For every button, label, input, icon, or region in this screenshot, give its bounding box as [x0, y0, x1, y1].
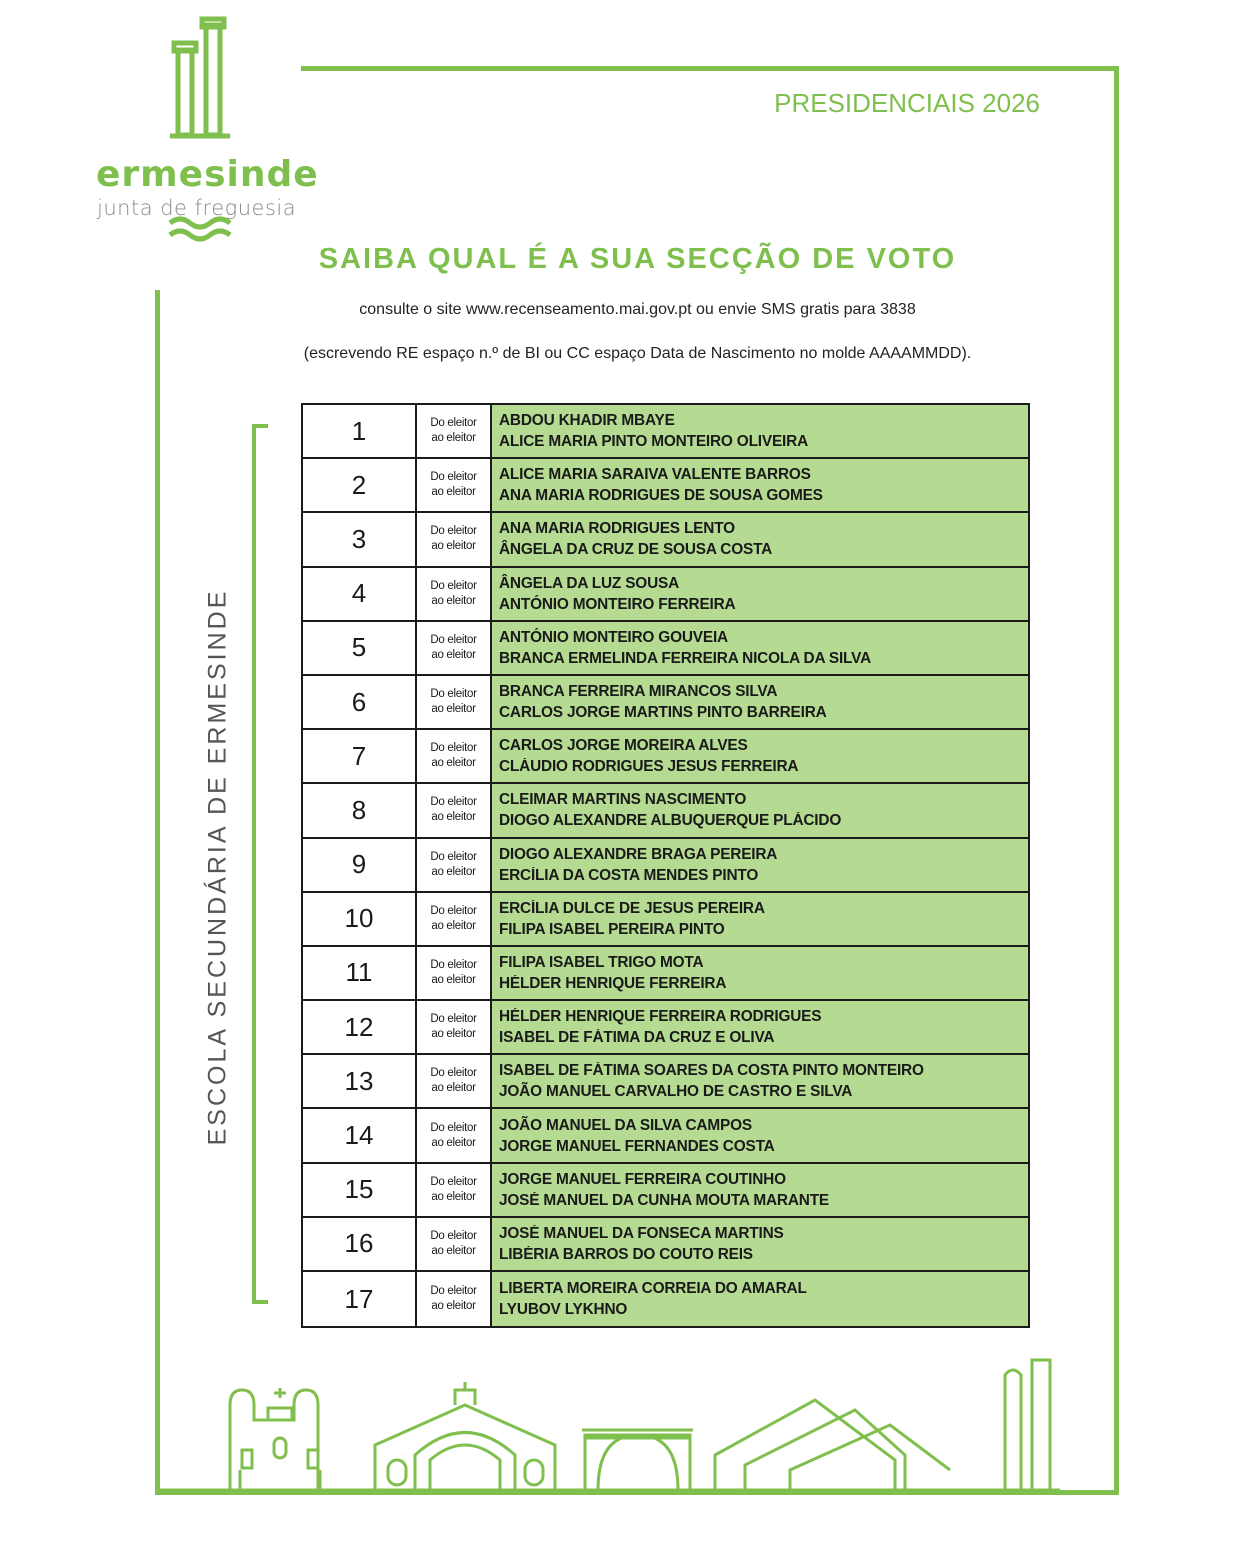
- section-number: 15: [303, 1164, 417, 1216]
- range-label-top: Do eleitor: [430, 1121, 477, 1134]
- range-label: [417, 676, 492, 728]
- range-label: [417, 893, 492, 945]
- range-label-top: Do eleitor: [430, 1229, 477, 1242]
- range-label-top: Do eleitor: [430, 579, 477, 592]
- sections-table: [301, 403, 1030, 1328]
- section-number: 4: [303, 568, 417, 620]
- range-label-top: Do eleitor: [430, 688, 477, 701]
- section-row: [303, 405, 1028, 459]
- name-range: [492, 459, 1028, 511]
- first-voter-name: CARLOS JORGE MOREIRA ALVES: [499, 737, 748, 755]
- section-number: 2: [303, 459, 417, 511]
- last-voter-name: LYUBOV LYKHNO: [499, 1301, 628, 1319]
- range-label-bottom: ao eleitor: [431, 594, 476, 607]
- range-label-top: Do eleitor: [430, 471, 477, 484]
- first-voter-name: JOSÉ MANUEL DA FONSECA MARTINS: [499, 1224, 784, 1242]
- range-label: [417, 1001, 492, 1053]
- last-voter-name: ISABEL DE FÁTIMA DA CRUZ E OLIVA: [499, 1029, 775, 1047]
- section-row: [303, 568, 1028, 622]
- range-label: [417, 405, 492, 457]
- logo: [90, 15, 320, 245]
- last-voter-name: BRANCA ERMELINDA FERREIRA NICOLA DA SILVA: [499, 649, 872, 667]
- name-range: [492, 1164, 1028, 1216]
- range-label-top: Do eleitor: [430, 1067, 477, 1080]
- range-label-bottom: ao eleitor: [431, 1190, 476, 1203]
- range-label-bottom: ao eleitor: [431, 1136, 476, 1149]
- section-number: 3: [303, 513, 417, 565]
- school-label: ESCOLA SECUNDÁRIA DE ERMESINDE: [203, 588, 232, 1146]
- range-label: [417, 1109, 492, 1161]
- section-number: 11: [303, 947, 417, 999]
- range-label: [417, 839, 492, 891]
- name-range: [492, 839, 1028, 891]
- first-voter-name: ANA MARIA RODRIGUES LENTO: [499, 520, 735, 538]
- section-row: [303, 1164, 1028, 1218]
- frame-right-border: [1114, 66, 1119, 1494]
- section-number: 7: [303, 730, 417, 782]
- range-label-top: Do eleitor: [430, 958, 477, 971]
- logo-name: ermesinde: [96, 154, 319, 195]
- range-label-bottom: ao eleitor: [431, 811, 476, 824]
- range-label-top: Do eleitor: [430, 1175, 477, 1188]
- section-row: [303, 947, 1028, 1001]
- range-label: [417, 622, 492, 674]
- name-range: [492, 405, 1028, 457]
- election-label: PRESIDENCIAIS 2026: [774, 88, 1040, 118]
- range-label: [417, 513, 492, 565]
- first-voter-name: HÉLDER HENRIQUE FERREIRA RODRIGUES: [499, 1008, 822, 1026]
- last-voter-name: LIBÉRIA BARROS DO COUTO REIS: [499, 1245, 753, 1263]
- name-range: [492, 784, 1028, 836]
- range-label-top: Do eleitor: [430, 633, 477, 646]
- first-voter-name: ANTÓNIO MONTEIRO GOUVEIA: [499, 628, 728, 646]
- info-line-2: (escrevendo RE espaço n.º de BI ou CC espaço Data de Nascimento no molde AAAAMMDD).: [303, 345, 972, 362]
- last-voter-name: ANA MARIA RODRIGUES DE SOUSA GOMES: [499, 487, 823, 505]
- range-label-bottom: ao eleitor: [431, 973, 476, 986]
- first-voter-name: JOÃO MANUEL DA SILVA CAMPOS: [499, 1116, 752, 1134]
- last-voter-name: ANTÓNIO MONTEIRO FERREIRA: [499, 595, 736, 613]
- section-number: 1: [303, 405, 417, 457]
- range-label-bottom: ao eleitor: [431, 703, 476, 716]
- range-label-bottom: ao eleitor: [431, 540, 476, 553]
- first-voter-name: ALICE MARIA SARAIVA VALENTE BARROS: [499, 466, 811, 484]
- section-row: [303, 1272, 1028, 1326]
- info-line-1: consulte o site www.recenseamento.mai.gov.pt ou envie SMS gratis para 3838: [359, 301, 916, 318]
- name-range: [492, 568, 1028, 620]
- range-label: [417, 784, 492, 836]
- first-voter-name: DIOGO ALEXANDRE BRAGA PEREIRA: [499, 845, 778, 863]
- range-label-bottom: ao eleitor: [431, 1300, 476, 1313]
- range-label-bottom: ao eleitor: [431, 865, 476, 878]
- last-voter-name: ÂNGELA DA CRUZ DE SOUSA COSTA: [499, 541, 773, 559]
- section-row: [303, 1218, 1028, 1272]
- range-label-top: Do eleitor: [430, 742, 477, 755]
- first-voter-name: CLEIMAR MARTINS NASCIMENTO: [499, 791, 747, 809]
- last-voter-name: DIOGO ALEXANDRE ALBUQUERQUE PLÁCIDO: [499, 812, 842, 830]
- last-voter-name: JORGE MANUEL FERNANDES COSTA: [499, 1137, 775, 1155]
- section-number: 10: [303, 893, 417, 945]
- last-voter-name: FILIPA ISABEL PEREIRA PINTO: [499, 920, 725, 938]
- last-voter-name: CARLOS JORGE MARTINS PINTO BARREIRA: [499, 704, 827, 722]
- section-number: 8: [303, 784, 417, 836]
- name-range: [492, 947, 1028, 999]
- last-voter-name: JOÃO MANUEL CARVALHO DE CASTRO E SILVA: [499, 1083, 853, 1101]
- name-range: [492, 622, 1028, 674]
- page-title: SAIBA QUAL É A SUA SECÇÃO DE VOTO: [318, 243, 957, 275]
- range-label: [417, 1272, 492, 1326]
- range-label: [417, 459, 492, 511]
- range-label-bottom: ao eleitor: [431, 432, 476, 445]
- section-row: [303, 513, 1028, 567]
- section-row: [303, 839, 1028, 893]
- range-label: [417, 1164, 492, 1216]
- last-voter-name: ERCÍLIA DA COSTA MENDES PINTO: [499, 866, 759, 884]
- first-voter-name: ABDOU KHADIR MBAYE: [499, 412, 675, 430]
- first-voter-name: LIBERTA MOREIRA CORREIA DO AMARAL: [499, 1280, 807, 1298]
- section-row: [303, 730, 1028, 784]
- section-number: 12: [303, 1001, 417, 1053]
- section-row: [303, 784, 1028, 838]
- name-range: [492, 676, 1028, 728]
- range-label-top: Do eleitor: [430, 904, 477, 917]
- section-row: [303, 1055, 1028, 1109]
- range-label-bottom: ao eleitor: [431, 1244, 476, 1257]
- section-row: [303, 676, 1028, 730]
- name-range: [492, 1218, 1028, 1270]
- school-bracket: [252, 424, 268, 1304]
- name-range: [492, 1055, 1028, 1107]
- frame-left-border: [155, 290, 160, 1494]
- range-label: [417, 947, 492, 999]
- name-range: [492, 893, 1028, 945]
- name-range: [492, 730, 1028, 782]
- logo-subtitle: junta de freguesia: [97, 196, 297, 220]
- city-skyline-icon: [160, 1350, 1060, 1495]
- range-label-bottom: ao eleitor: [431, 757, 476, 770]
- last-voter-name: ALICE MARIA PINTO MONTEIRO OLIVEIRA: [499, 433, 809, 451]
- range-label-bottom: ao eleitor: [431, 486, 476, 499]
- range-label-top: Do eleitor: [430, 1013, 477, 1026]
- range-label: [417, 568, 492, 620]
- first-voter-name: BRANCA FERREIRA MIRANCOS SILVA: [499, 683, 778, 701]
- section-number: 9: [303, 839, 417, 891]
- section-row: [303, 622, 1028, 676]
- range-label: [417, 1055, 492, 1107]
- last-voter-name: HÉLDER HENRIQUE FERREIRA: [499, 974, 727, 992]
- section-number: 14: [303, 1109, 417, 1161]
- range-label-top: Do eleitor: [430, 1285, 477, 1298]
- name-range: [492, 1001, 1028, 1053]
- first-voter-name: ÂNGELA DA LUZ SOUSA: [499, 574, 680, 592]
- section-number: 17: [303, 1272, 417, 1326]
- name-range: [492, 513, 1028, 565]
- section-row: [303, 1109, 1028, 1163]
- range-label-top: Do eleitor: [430, 796, 477, 809]
- section-number: 16: [303, 1218, 417, 1270]
- last-voter-name: JOSÉ MANUEL DA CUNHA MOUTA MARANTE: [499, 1191, 830, 1209]
- section-row: [303, 459, 1028, 513]
- range-label-bottom: ao eleitor: [431, 1082, 476, 1095]
- section-number: 5: [303, 622, 417, 674]
- range-label-top: Do eleitor: [430, 850, 477, 863]
- name-range: [492, 1272, 1028, 1326]
- range-label-bottom: ao eleitor: [431, 648, 476, 661]
- range-label-bottom: ao eleitor: [431, 1028, 476, 1041]
- section-number: 13: [303, 1055, 417, 1107]
- name-range: [492, 1109, 1028, 1161]
- range-label: [417, 730, 492, 782]
- last-voter-name: CLÁUDIO RODRIGUES JESUS FERREIRA: [499, 758, 799, 776]
- first-voter-name: ISABEL DE FÁTIMA SOARES DA COSTA PINTO MONTEIRO: [499, 1062, 924, 1080]
- section-row: [303, 893, 1028, 947]
- first-voter-name: FILIPA ISABEL TRIGO MOTA: [499, 953, 704, 971]
- first-voter-name: ERCÍLIA DULCE DE JESUS PEREIRA: [499, 899, 765, 917]
- section-number: 6: [303, 676, 417, 728]
- range-label: [417, 1218, 492, 1270]
- range-label-top: Do eleitor: [430, 525, 477, 538]
- first-voter-name: JORGE MANUEL FERREIRA COUTINHO: [499, 1170, 786, 1188]
- section-row: [303, 1001, 1028, 1055]
- range-label-top: Do eleitor: [430, 417, 477, 430]
- range-label-bottom: ao eleitor: [431, 919, 476, 932]
- frame-top-border: [301, 66, 1119, 71]
